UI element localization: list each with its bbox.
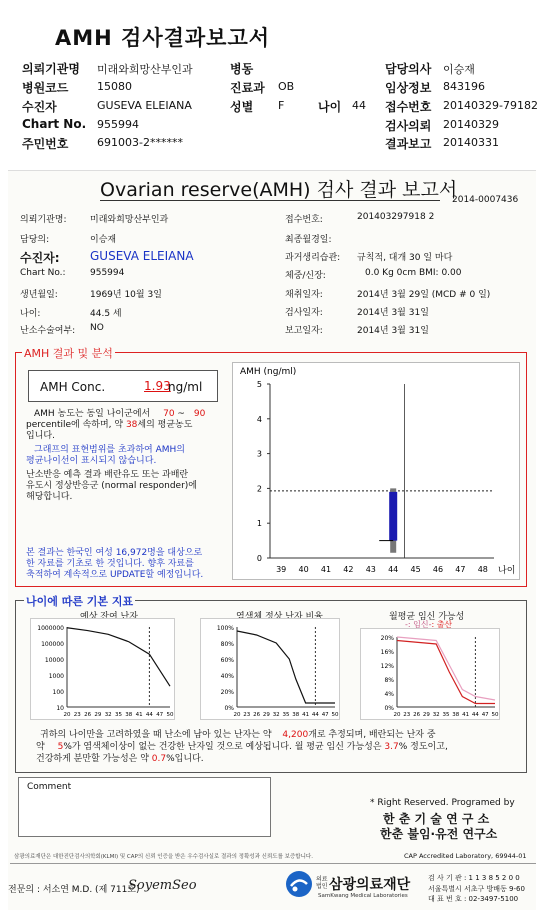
mini1-xtick-label: 44 [145, 712, 153, 718]
amh-chart-xlabel: 나이 [498, 566, 516, 576]
amh-conc-value: 1.93 [144, 379, 171, 393]
footer-divider [10, 863, 536, 864]
age-summary-line2: 약 5%가 염색체이상이 없는 건강한 난자일 것으로 예상됩니다. 월 평균 임신 가능성은 3.7% 정도이고, [36, 742, 448, 752]
mini2-xtick-label: 47 [321, 712, 329, 718]
label-department: 진료과 [230, 81, 265, 95]
amh-chart-xtick-label: 39 [276, 565, 287, 574]
doctor-signature-line: 전문의 : 서소연 M.D. (제 711호) [8, 885, 140, 895]
field-label-lmp: 최종월경일: [285, 235, 332, 245]
value-resident-no: 691003-2****** [97, 136, 183, 149]
company-phone: 대 표 번 호 : 02-3497-5100 [428, 895, 519, 903]
value-clinical-info: 843196 [443, 80, 485, 93]
label-clinical-info: 임상정보 [385, 81, 432, 95]
mini2-xtick-label: 44 [311, 712, 319, 718]
field-value-accession: 201403297918 2 [357, 212, 435, 222]
mini1-series-line-0 [67, 628, 170, 686]
amh-chart-ytick-label: 1 [256, 519, 262, 529]
mini1-xtick-label: 41 [135, 712, 143, 718]
label-test-request: 검사의뢰 [385, 119, 432, 133]
cap-number: CAP Accredited Laboratory, 69944-01 [404, 852, 527, 860]
mini1-ytick-label: 1000 [48, 673, 64, 680]
mini1-xtick-label: 32 [104, 712, 112, 718]
amh-chart-xtick-label: 47 [455, 565, 466, 574]
mini2-xtick-label: 35 [282, 712, 290, 718]
value-hospital-code: 15080 [97, 80, 132, 93]
mini2-series-line-0 [237, 631, 335, 703]
mini2-xtick-label: 41 [302, 712, 310, 718]
mini1-ytick-label: 10000 [44, 657, 64, 664]
rights-text: * Right Reserved. Programed by [370, 798, 515, 808]
label-doctor: 담당의사 [385, 62, 432, 76]
field-label-accession: 접수번호: [285, 215, 323, 225]
mini3-xtick-label: 41 [462, 712, 470, 718]
field-label-doctor: 담당의: [20, 235, 50, 245]
doctor-signature: SoyemSeo [128, 878, 197, 893]
mini1-ytick-label: 10 [56, 705, 64, 712]
label-sex: 성별 [230, 100, 254, 114]
value-result-report: 20140331 [443, 136, 499, 149]
mini3-ytick-label: 4% [384, 691, 394, 698]
mini3-ytick-label: 12% [380, 663, 394, 670]
amh-para1-a: AMH 농도는 동일 나이군에서 70 ~ 90 [34, 409, 206, 419]
field-value-hospital: 미래와희망산부인과 [90, 215, 169, 225]
mini1-xtick-label: 29 [94, 712, 102, 718]
field-label-age: 나이: [20, 309, 41, 319]
label-accession-no: 접수번호 [385, 100, 432, 114]
label-resident-no: 주민번호 [22, 137, 69, 151]
age-section-title: 나이에 따른 기본 지표 [26, 595, 134, 608]
field-label-menstrual-history: 과거생리습관: [285, 253, 341, 263]
mini3-xtick-label: 23 [403, 712, 411, 718]
amh-age-chart [232, 362, 520, 580]
label-age: 나이 [318, 100, 342, 114]
value-patient: GUSEVA ELEIANA [97, 99, 192, 112]
field-label-hospital: 의뢰기관명: [20, 215, 67, 225]
field-value-test-date: 2014년 3월 31일 [357, 308, 429, 318]
mini2-ytick-label: 40% [220, 673, 234, 680]
mini3-xtick-label: 47 [481, 712, 489, 718]
mini1-ytick-label: 100000 [41, 641, 64, 648]
value-age: 44 [352, 99, 366, 112]
mini1-xtick-label: 47 [156, 712, 164, 718]
mini1-xtick-label: 50 [166, 712, 174, 718]
field-label-ovary-surgery: 난소수술여부: [20, 326, 76, 336]
field-label-report-date: 보고일자: [285, 326, 323, 336]
amh-chart-xtick-label: 48 [477, 565, 488, 574]
cap-note: 삼광의료재단은 대한진단검사의학회(KLMI) 및 CAP의 신뢰 인증을 받은 우수검사실로 결과의 정확성과 신뢰도를 보증합니다. [14, 854, 313, 860]
field-value-doctor: 이승재 [90, 235, 117, 245]
chart-remaining-eggs [30, 618, 175, 720]
amh-chart-ytick-label: 3 [256, 449, 262, 459]
label-ward: 병동 [230, 62, 254, 76]
amh-chart-xtick-label: 40 [298, 565, 309, 574]
field-label-patient: 수진자: [20, 251, 60, 265]
mini1-xtick-label: 35 [115, 712, 122, 718]
field-label-birthdate: 생년월일: [20, 290, 58, 300]
chart-normal-egg-ratio [200, 618, 340, 720]
field-value-ovary-surgery: NO [90, 323, 104, 333]
field-label-chart-no: Chart No.: [20, 268, 66, 278]
field-label-collection-date: 채취일자: [285, 290, 323, 300]
mini2-xtick-label: 23 [243, 712, 251, 718]
amh-para3-a: 난소반응 예측 결과 배란유도 또는 과배란 [26, 470, 189, 480]
value-test-request: 20140329 [443, 118, 499, 131]
amh-chart-ytick-label: 5 [256, 380, 262, 389]
mini1-xtick-label: 20 [63, 712, 71, 718]
amh-para3-c: 해당합니다. [26, 492, 73, 502]
label-hospital-code: 병원코드 [22, 81, 69, 95]
field-value-age: 44.5 세 [90, 309, 122, 319]
mini3-ytick-label: 16% [380, 649, 394, 656]
mini1-xtick-label: 38 [125, 712, 133, 718]
amh-chart-xtick-label: 41 [320, 565, 332, 574]
field-value-weight-height: 0.0 Kg 0cm BMI: 0.00 [365, 268, 462, 278]
title-underline [100, 200, 440, 201]
mini1-ytick-label: 1000000 [37, 625, 64, 632]
field-value-patient: GUSEVA ELEIANA [90, 249, 194, 263]
chart1-title: 예상 잔여 난자 [80, 612, 138, 622]
amh-chart-xtick-label: 43 [365, 565, 376, 574]
amh-para1-b: percentile에 속하며, 약 38세의 평균농도 [26, 420, 193, 430]
mini1-ytick-label: 100 [52, 689, 64, 696]
mini2-xtick-label: 50 [331, 712, 339, 718]
report-title: Ovarian reserve(AMH) 검사 결과 보고서 [100, 179, 458, 201]
mini3-ytick-label: 8% [384, 677, 394, 684]
mini2-ytick-label: 20% [220, 689, 234, 696]
amh-para3-b: 유도시 정상반응군 (normal responder)에 [26, 481, 197, 491]
amh-para1-d: 입니다. [26, 431, 55, 441]
field-label-test-date: 검사일자: [285, 308, 323, 318]
chart2-title: 염색체 정상 난자 비율 [236, 612, 323, 622]
amh-note-b: 한 자료를 기초로 한 것입니다. 향후 자료를 [26, 559, 194, 569]
field-value-report-date: 2014년 3월 31일 [357, 326, 429, 336]
mini3-xtick-label: 38 [452, 712, 460, 718]
amh-chart-xtick-label: 45 [410, 565, 421, 574]
mini2-xtick-label: 32 [272, 712, 280, 718]
chart-monthly-pregnancy [360, 628, 500, 720]
amh-chart-ytick-label: 4 [256, 414, 262, 424]
org-name-2: 한춘 불임·유전 연구소 [380, 827, 498, 841]
amh-note-a: 본 결과는 한국인 여성 16,972명을 대상으로 [26, 548, 203, 558]
age-summary-line3: 건강하게 분만할 가능성은 약 0.7%입니다. [36, 754, 204, 764]
company-address: 서울특별시 서초구 방배동 9-60 [428, 885, 525, 893]
org-name-1: 한 춘 기 술 연 구 소 [383, 812, 490, 826]
mini3-ytick-label: 0% [384, 705, 394, 712]
chart3-legend: -: 임신-: 출산 [405, 620, 453, 629]
company-prefix: 의료 법인 [316, 876, 328, 890]
amh-chart-xtick-label: 44 [388, 565, 399, 574]
mini3-xtick-label: 35 [442, 712, 450, 718]
mini2-ytick-label: 100% [216, 625, 234, 632]
mini3-ytick-label: 20% [380, 635, 394, 642]
mini2-xtick-label: 26 [253, 712, 261, 718]
amh-chart-box [389, 492, 397, 541]
report-number: 2014-0007436 [452, 195, 519, 205]
field-value-collection-date: 2014년 3월 29일 (MCD # 0 일) [357, 290, 491, 300]
mini2-ytick-label: 0% [224, 705, 234, 712]
value-accession-no: 20140329-79182 [443, 99, 538, 112]
amh-chart-xtick-label: 46 [432, 565, 444, 574]
field-value-chart-no: 955994 [90, 268, 125, 278]
header-title: AMH 검사결과보고서 [55, 26, 271, 50]
mini1-xtick-label: 23 [73, 712, 81, 718]
amh-chart-xtick-label: 42 [343, 565, 354, 574]
amh-conc-unit: ng/ml [168, 380, 203, 394]
mini3-xtick-label: 20 [393, 712, 401, 718]
mini3-xtick-label: 44 [471, 712, 479, 718]
company-name: 삼광의료재단 [329, 877, 411, 893]
mini3-xtick-label: 50 [491, 712, 499, 718]
value-sex: F [278, 99, 285, 112]
chart3-title: 월평균 임신 가능성 [389, 612, 465, 622]
mini2-ytick-label: 80% [220, 641, 234, 648]
label-patient: 수진자 [22, 100, 57, 114]
mini2-xtick-label: 29 [262, 712, 270, 718]
amh-conc-label: AMH Conc. [40, 380, 106, 394]
mini3-xtick-label: 29 [422, 712, 430, 718]
field-value-menstrual-history: 규칙적, 대개 30 일 마다 [357, 253, 453, 263]
company-name-en: SamKwang Medical Laboratories [318, 893, 408, 899]
mini1-xtick-label: 26 [84, 712, 92, 718]
amh-section-title: AMH 결과 및 분석 [24, 347, 113, 360]
mini2-xtick-label: 38 [292, 712, 300, 718]
mini2-xtick-label: 20 [233, 712, 241, 718]
field-value-birthdate: 1969년 10월 3일 [90, 290, 162, 300]
reg-number: 검 사 기 관 : 1 1 3 8 5 2 0 0 [428, 874, 520, 882]
value-doctor: 이승재 [443, 63, 475, 76]
comment-label: Comment [27, 782, 72, 792]
mini3-xtick-label: 32 [432, 712, 440, 718]
amh-chart-ytick-label: 0 [256, 554, 262, 563]
amh-para2-b: 평균나이선이 표시되지 않습니다. [26, 456, 157, 466]
label-requesting-hospital: 의뢰기관명 [22, 62, 80, 76]
value-requesting-hospital: 미래와희망산부인과 [97, 63, 193, 76]
field-label-weight-height: 체중/신장: [285, 271, 326, 281]
mini2-ytick-label: 60% [220, 657, 234, 664]
label-chart-no: Chart No. [22, 117, 87, 131]
amh-note-c: 축적하여 계속적으로 UPDATE할 예정입니다. [26, 570, 204, 580]
value-chart-no: 955994 [97, 118, 139, 131]
amh-chart-ylabel: AMH (ng/ml) [240, 367, 297, 377]
value-department: OB [278, 80, 295, 93]
amh-para2-a: 그래프의 표현범위를 초과하여 AMH의 [34, 445, 185, 455]
label-result-report: 결과보고 [385, 137, 432, 151]
mini3-series-line-1 [397, 641, 495, 704]
amh-chart-ytick-label: 2 [256, 484, 262, 494]
company-logo-icon [285, 870, 313, 898]
age-summary-line1: 귀하의 나이만을 고려하였을 때 난소에 남아 있는 난자는 약 4,200개로 추정되며, 배란되는 난자 중 [40, 730, 436, 740]
mini3-series-line-0 [397, 637, 495, 700]
mini3-xtick-label: 26 [413, 712, 421, 718]
